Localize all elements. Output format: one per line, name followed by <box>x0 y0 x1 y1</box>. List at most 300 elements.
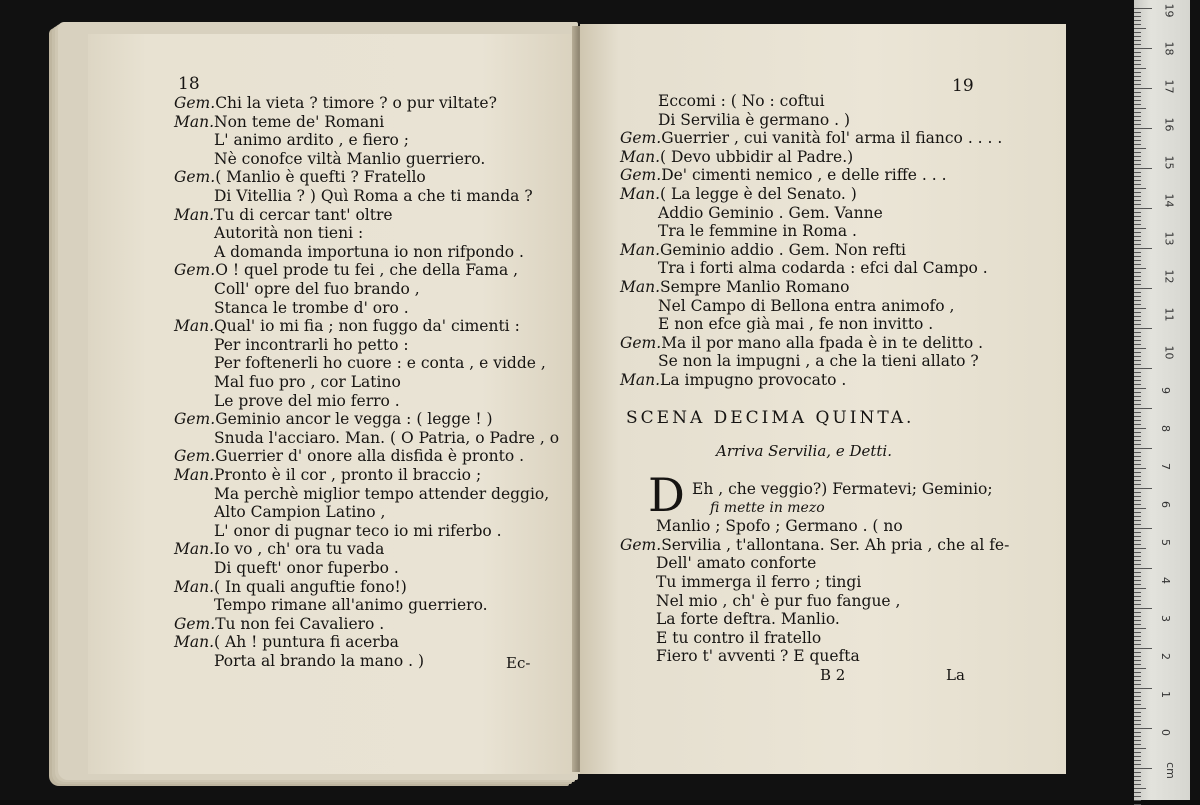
text-line <box>174 94 497 112</box>
ruler-tick <box>1134 364 1141 365</box>
ruler-tick <box>1134 448 1152 449</box>
ruler-tick <box>1134 516 1141 517</box>
ruler-tick <box>1134 344 1141 345</box>
ruler-tick <box>1134 52 1141 53</box>
ruler-tick <box>1134 348 1146 349</box>
ruler-tick <box>1134 780 1141 781</box>
ruler-tick <box>1134 276 1141 277</box>
ruler-tick <box>1134 76 1141 77</box>
ruler-tick <box>1134 12 1141 13</box>
ruler-tick <box>1134 100 1141 101</box>
ruler-tick <box>1134 288 1152 289</box>
ruler-tick <box>1134 368 1152 369</box>
ruler-tick <box>1134 44 1141 45</box>
ruler-number: 2 <box>1159 653 1172 660</box>
ruler-tick <box>1134 556 1141 557</box>
ruler-tick <box>1134 408 1152 409</box>
ruler-tick <box>1134 552 1141 553</box>
ruler-tick <box>1134 512 1141 513</box>
ruler-tick <box>1134 60 1141 61</box>
text-line <box>656 573 861 591</box>
ruler-tick <box>1134 128 1152 129</box>
ruler-tick <box>1134 120 1141 121</box>
ruler-tick <box>1134 424 1141 425</box>
line-text: Addio Geminio . Gem. Vanne <box>658 203 883 222</box>
line-text: A domanda importuna io non rifpondo . <box>214 242 524 261</box>
ruler-number: 8 <box>1159 425 1172 432</box>
left-page <box>88 34 580 774</box>
ruler-number: 9 <box>1159 387 1172 394</box>
ruler-tick <box>1134 768 1152 769</box>
line-text: O ! quel prode tu fei , che della Fama , <box>215 261 519 280</box>
line-text: Nè conofce viltà Manlio guerriero. <box>214 149 486 168</box>
ruler-tick <box>1134 24 1141 25</box>
signature-mark: B 2 <box>820 666 846 684</box>
ruler-tick <box>1134 672 1141 673</box>
line-text: Eh , che veggio?) Fermatevi; Geminio; <box>692 480 993 498</box>
ruler-tick <box>1134 332 1141 333</box>
ruler-tick <box>1134 644 1141 645</box>
ruler-tick <box>1134 508 1146 509</box>
ruler-tick <box>1134 412 1141 413</box>
ruler-tick <box>1134 744 1141 745</box>
ruler-tick <box>1134 544 1141 545</box>
ruler-tick <box>1134 48 1152 49</box>
line-text: La impugno provocato . <box>660 371 847 389</box>
ruler-tick <box>1134 124 1141 125</box>
ruler-tick <box>1134 36 1141 37</box>
ruler-tick <box>1134 736 1141 737</box>
speaker-label: Man. <box>174 112 215 131</box>
line-text: Stanca le trombe d' oro . <box>214 298 409 317</box>
ruler-tick <box>1134 476 1141 477</box>
ruler-tick <box>1134 396 1141 397</box>
ruler-number: 13 <box>1162 231 1176 246</box>
ruler-tick <box>1134 168 1152 169</box>
text-line <box>214 392 400 410</box>
text-line <box>214 354 546 372</box>
ruler-tick <box>1134 200 1141 201</box>
ruler-tick <box>1134 160 1141 161</box>
line-text: Per incontrarli ho petto : <box>214 335 409 354</box>
text-line <box>214 596 488 614</box>
ruler-tick <box>1134 84 1141 85</box>
speaker-label: Man. <box>174 205 215 224</box>
ruler-tick <box>1134 112 1141 113</box>
ruler-number: 4 <box>1159 577 1172 584</box>
line-text: Geminio ancor le vegga : ( legge ! ) <box>215 410 493 429</box>
ruler-tick <box>1134 248 1152 249</box>
ruler-tick <box>1134 484 1141 485</box>
text-line <box>214 150 485 168</box>
line-text: Di queft' onor fuperbo . <box>214 559 399 577</box>
line-text: Geminio addio . Gem. Non refti <box>660 240 907 259</box>
page-number: 19 <box>952 76 974 96</box>
speaker-label: Gem. <box>620 535 662 554</box>
ruler-tick <box>1134 88 1152 89</box>
ruler-tick <box>1134 236 1141 237</box>
ruler-tick <box>1134 632 1141 633</box>
text-line <box>174 615 384 633</box>
text-line <box>656 629 821 647</box>
text-line <box>214 224 363 242</box>
ruler-tick <box>1134 204 1141 205</box>
line-text: Manlio ; Spofo ; Germano . ( no <box>656 517 903 536</box>
ruler-tick <box>1134 92 1141 93</box>
line-text: Le prove del mio ferro . <box>214 391 400 410</box>
line-text: Dell' amato conforte <box>656 554 817 573</box>
ruler-tick <box>1134 652 1141 653</box>
text-line <box>214 243 524 261</box>
ruler-tick <box>1134 452 1141 453</box>
ruler-number: 5 <box>1159 539 1172 546</box>
ruler-tick <box>1134 404 1141 405</box>
ruler-tick <box>1134 696 1141 697</box>
ruler-tick <box>1134 588 1146 589</box>
ruler-tick <box>1134 32 1141 33</box>
ruler-number: 0 <box>1159 729 1172 736</box>
ruler-tick <box>1134 612 1141 613</box>
text-line <box>620 185 857 203</box>
speaker-label: Gem. <box>174 410 216 429</box>
line-text: L' animo ardito , e fiero ; <box>214 131 409 150</box>
ruler-tick <box>1134 436 1141 437</box>
scene-heading: SCENA DECIMA QUINTA. <box>626 408 915 428</box>
ruler-tick <box>1134 524 1141 525</box>
ruler-tick <box>1134 488 1152 489</box>
ruler-tick <box>1134 500 1141 501</box>
line-text: Io vo , ch' ora tu vada <box>214 540 385 559</box>
ruler-tick <box>1134 292 1141 293</box>
line-text: Guerrier d' onore alla disfida è pronto . <box>215 447 525 466</box>
ruler-tick <box>1134 708 1146 709</box>
speaker-label: Man. <box>620 278 661 296</box>
ruler-tick <box>1134 144 1141 145</box>
stage-direction: Arriva Servilia, e Detti. <box>716 442 892 460</box>
ruler-tick <box>1134 760 1141 761</box>
ruler-tick <box>1134 592 1141 593</box>
ruler-tick <box>1134 316 1141 317</box>
ruler-tick <box>1134 688 1152 689</box>
text-line <box>174 466 481 484</box>
ruler-tick <box>1134 356 1141 357</box>
ruler-tick <box>1134 716 1141 717</box>
ruler-tick <box>1134 800 1141 801</box>
line-text: Tra le femmine in Roma . <box>658 222 857 241</box>
line-text: Alto Campion Latino , <box>214 503 386 522</box>
ruler-tick <box>1134 300 1141 301</box>
speaker-label: Man. <box>174 540 215 559</box>
ruler-number: 10 <box>1162 345 1176 360</box>
line-text: ( Manlio è quefti ? Fratello <box>215 168 426 187</box>
measuring-ruler <box>1134 0 1190 800</box>
ruler-tick <box>1134 320 1141 321</box>
text-line <box>174 261 518 279</box>
ruler-number: 3 <box>1159 615 1172 622</box>
speaker-label: Man. <box>620 185 661 203</box>
ruler-tick <box>1134 64 1141 65</box>
ruler-tick <box>1134 152 1141 153</box>
text-line <box>658 259 988 277</box>
line-text: Di Servilia è germano . ) <box>658 110 850 129</box>
line-text: Porta al brando la mano . ) <box>214 652 425 670</box>
ruler-tick <box>1134 720 1141 721</box>
ruler-tick <box>1134 220 1141 221</box>
ruler-tick <box>1134 560 1141 561</box>
line-text: L' onor di pugnar teco io mi riferbo . <box>214 521 502 540</box>
text-line <box>214 373 401 391</box>
ruler-tick <box>1134 784 1141 785</box>
ruler-tick <box>1134 600 1141 601</box>
ruler-tick <box>1134 252 1141 253</box>
ruler-tick <box>1134 428 1146 429</box>
text-line <box>620 371 846 389</box>
line-text: Coll' opre del fuo brando , <box>214 280 420 298</box>
speaker-label: Gem. <box>620 166 662 185</box>
line-text: Snuda l'acciaro. Man. ( O Patria, o Padre , o <box>214 428 560 447</box>
ruler-number: 16 <box>1162 117 1176 132</box>
speaker-label: Gem. <box>620 333 662 352</box>
line-text: Nel mio , ch' è pur fuo fangue , <box>656 591 901 610</box>
ruler-tick <box>1134 776 1141 777</box>
line-text: Pronto è il cor , pronto il braccio ; <box>214 466 482 484</box>
ruler-tick <box>1134 148 1146 149</box>
text-line <box>174 206 393 224</box>
catchword: La <box>946 666 965 684</box>
text-line <box>658 297 954 315</box>
text-line <box>214 559 399 577</box>
ruler-tick <box>1134 496 1141 497</box>
text-line <box>214 336 409 354</box>
ruler-tick <box>1134 772 1141 773</box>
text-line <box>658 111 850 129</box>
line-text: ( Devo ubbidir al Padre.) <box>660 147 854 166</box>
ruler-tick <box>1134 640 1141 641</box>
ruler-tick <box>1134 8 1152 9</box>
ruler-tick <box>1134 172 1141 173</box>
ruler-tick <box>1134 468 1146 469</box>
text-line <box>656 554 816 572</box>
text-line <box>656 647 860 665</box>
ruler-number: 7 <box>1159 463 1172 470</box>
ruler-tick <box>1134 388 1146 389</box>
speaker-label: Man. <box>174 577 215 596</box>
ruler-tick <box>1134 656 1141 657</box>
speaker-label: Gem. <box>174 168 216 187</box>
right-page <box>580 24 1066 774</box>
ruler-tick <box>1134 20 1141 21</box>
line-text: ( Ah ! puntura fi acerba <box>214 633 399 652</box>
line-text: ( La legge è del Senato. ) <box>660 185 857 203</box>
ruler-tick <box>1134 464 1141 465</box>
ruler-tick <box>1134 328 1152 329</box>
text-line <box>214 299 409 317</box>
ruler-tick <box>1134 684 1141 685</box>
ruler-tick <box>1134 392 1141 393</box>
text-line <box>620 241 906 259</box>
ruler-number: 11 <box>1162 307 1176 322</box>
line-text: Ma perchè miglior tempo attender deggio, <box>214 484 550 503</box>
ruler-tick <box>1134 440 1141 441</box>
text-line <box>214 131 409 149</box>
ruler-tick <box>1134 432 1141 433</box>
ruler-tick <box>1134 72 1141 73</box>
line-text: Di Vitellia ? ) Quì Roma a che ti manda ? <box>214 187 533 205</box>
ruler-tick <box>1134 480 1141 481</box>
ruler-tick <box>1134 196 1141 197</box>
ruler-tick <box>1134 724 1141 725</box>
text-line <box>656 517 903 535</box>
text-line <box>214 652 424 670</box>
ruler-tick <box>1134 692 1141 693</box>
line-text: De' cimenti nemico , e delle riffe . . . <box>661 166 947 185</box>
ruler-tick <box>1134 596 1141 597</box>
library-watermark <box>500 405 700 505</box>
text-line <box>174 540 384 558</box>
ruler-number: 12 <box>1162 269 1176 284</box>
ruler-tick <box>1134 520 1141 521</box>
ruler-tick <box>1134 528 1152 529</box>
text-line <box>658 315 933 333</box>
ruler-tick <box>1134 308 1146 309</box>
ruler-tick <box>1134 312 1141 313</box>
ruler-tick <box>1134 624 1141 625</box>
ruler-tick <box>1134 244 1141 245</box>
ruler-tick <box>1134 668 1146 669</box>
text-line <box>174 633 399 651</box>
ruler-tick <box>1134 732 1141 733</box>
line-text: Eccomi : ( No : coftui <box>658 92 825 110</box>
ruler-tick <box>1134 136 1141 137</box>
text-line <box>174 578 407 596</box>
ruler-tick <box>1134 212 1141 213</box>
text-line <box>710 499 825 517</box>
ruler-tick <box>1134 188 1146 189</box>
ruler-tick <box>1134 268 1146 269</box>
speaker-label: Gem. <box>620 129 662 148</box>
ruler-tick <box>1134 700 1141 701</box>
catchword: Ec- <box>506 654 531 672</box>
ruler-tick <box>1134 572 1141 573</box>
ruler-tick <box>1134 648 1152 649</box>
ruler-tick <box>1134 444 1141 445</box>
ruler-tick <box>1134 792 1141 793</box>
ruler-tick <box>1134 400 1141 401</box>
ruler-tick <box>1134 540 1141 541</box>
ruler-tick <box>1134 296 1141 297</box>
ruler-tick <box>1134 164 1141 165</box>
ruler-number: 19 <box>1162 3 1176 18</box>
ruler-tick <box>1134 28 1146 29</box>
ruler-number: 1 <box>1159 691 1172 698</box>
text-line <box>658 92 825 110</box>
ruler-tick <box>1134 104 1141 105</box>
ruler-tick <box>1134 304 1141 305</box>
ruler-tick <box>1134 568 1152 569</box>
text-line <box>620 166 947 184</box>
ruler-tick <box>1134 660 1141 661</box>
line-text: La forte deftra. Manlio. <box>656 610 840 629</box>
line-text: E non efce già mai , fe non invitto . <box>658 315 934 334</box>
text-line <box>214 503 385 521</box>
ruler-tick <box>1134 664 1141 665</box>
text-line <box>620 278 849 296</box>
ruler-tick <box>1134 240 1141 241</box>
line-text: Guerrier , cui vanità fol' arma il fianco . . . . <box>661 129 1003 148</box>
line-text: fi mette in mezo <box>710 499 825 516</box>
ruler-tick <box>1134 372 1141 373</box>
ruler-tick <box>1134 216 1141 217</box>
ruler-tick <box>1134 324 1141 325</box>
ruler-tick <box>1134 360 1141 361</box>
ruler-tick <box>1134 680 1141 681</box>
text-line <box>214 522 502 540</box>
ruler-tick <box>1134 376 1141 377</box>
speaker-label: Man. <box>174 466 215 484</box>
ruler-tick <box>1134 272 1141 273</box>
ruler-tick <box>1134 584 1141 585</box>
line-text: Se non la impugni , a che la tieni allato ? <box>658 352 979 371</box>
text-line <box>658 222 857 240</box>
line-text: Non teme de' Romani <box>214 112 385 131</box>
ruler-tick <box>1134 260 1141 261</box>
ruler-tick <box>1134 340 1141 341</box>
line-text: Autorità non tieni : <box>214 224 364 243</box>
ruler-tick <box>1134 336 1141 337</box>
ruler-tick <box>1134 264 1141 265</box>
ruler-tick <box>1134 156 1141 157</box>
text-line <box>214 187 533 205</box>
ruler-tick <box>1134 536 1141 537</box>
line-text: Tra i forti alma codarda : efci dal Campo . <box>658 259 988 278</box>
ruler-tick <box>1134 224 1141 225</box>
text-line <box>620 129 1002 147</box>
ruler-tick <box>1134 748 1146 749</box>
text-line <box>656 610 840 628</box>
ruler-tick <box>1134 576 1141 577</box>
ruler-tick <box>1134 756 1141 757</box>
ruler-number: 17 <box>1162 79 1176 94</box>
line-text: Ma il por mano alla fpada è in te delitto . <box>661 333 984 352</box>
line-text: Chi la vieta ? timore ? o pur viltate? <box>215 94 497 112</box>
line-text: E tu contro il fratello <box>656 628 822 647</box>
speaker-label: Man. <box>174 317 215 336</box>
line-text: Sempre Manlio Romano <box>660 278 850 296</box>
text-line <box>214 280 420 298</box>
speaker-label: Gem. <box>174 614 216 633</box>
ruler-tick <box>1134 620 1141 621</box>
ruler-tick <box>1134 712 1141 713</box>
ruler-tick <box>1134 764 1141 765</box>
ruler-tick <box>1134 472 1141 473</box>
ruler-tick <box>1134 232 1141 233</box>
speaker-label: Man. <box>174 633 215 652</box>
ruler-tick <box>1134 728 1152 729</box>
line-text: Fiero t' avventi ? E quefta <box>656 647 860 666</box>
ruler-tick <box>1134 80 1141 81</box>
speaker-label: Gem. <box>174 94 216 112</box>
ruler-tick <box>1134 608 1152 609</box>
ruler-tick <box>1134 796 1141 797</box>
page-number: 18 <box>178 74 200 94</box>
drop-cap: D <box>648 468 685 522</box>
text-line <box>620 536 1009 554</box>
ruler-tick <box>1134 788 1146 789</box>
line-text: Per foftenerli ho cuore : e conta , e vidde , <box>214 354 546 373</box>
ruler-tick <box>1134 636 1141 637</box>
ruler-tick <box>1134 504 1141 505</box>
line-text: Servilia , t'allontana. Ser. Ah pria , che al fe- <box>661 535 1010 554</box>
